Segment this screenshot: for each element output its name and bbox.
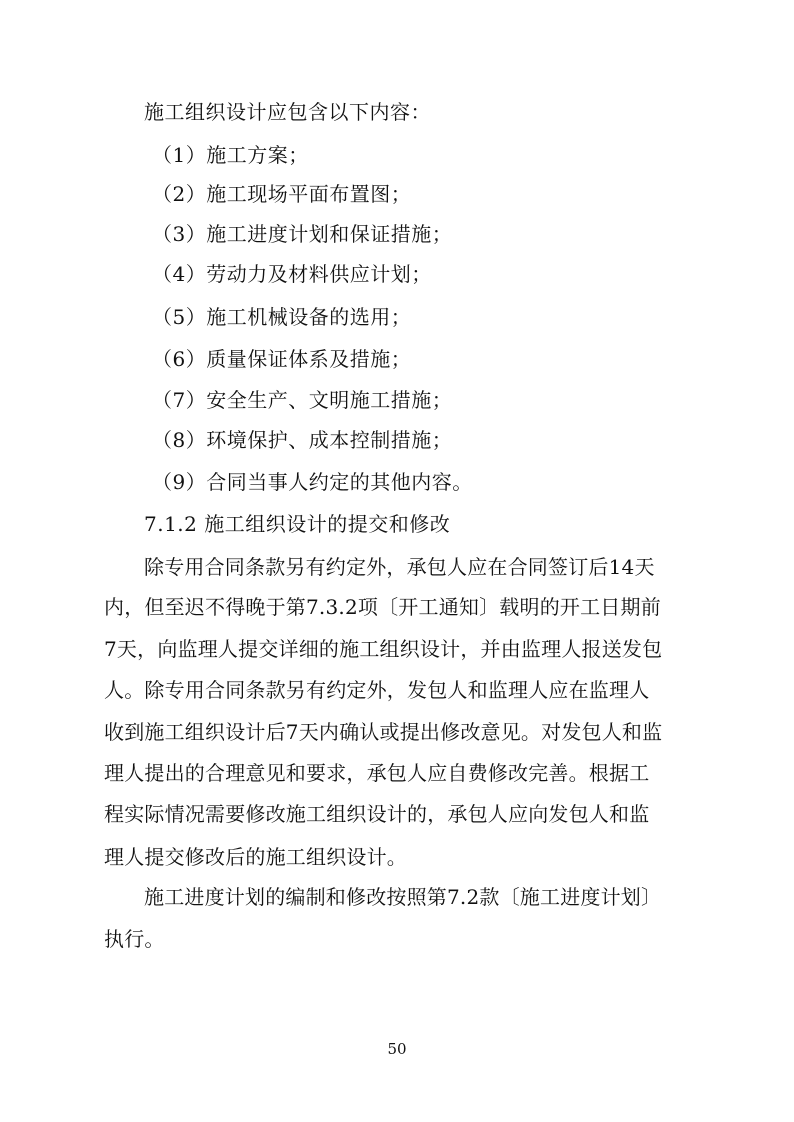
page-number: 50 bbox=[387, 1040, 407, 1058]
list-item: （7）安全生产、文明施工措施； bbox=[152, 388, 453, 412]
paragraph-line: 收到施工组织设计后7天内确认或提出修改意见。对发包人和监 bbox=[104, 720, 663, 744]
list-item: （5）施工机械设备的选用； bbox=[152, 305, 412, 329]
section-heading: 7.1.2 施工组织设计的提交和修改 bbox=[144, 512, 451, 536]
list-item: （9）合同当事人约定的其他内容。 bbox=[152, 470, 473, 494]
list-item: （1）施工方案； bbox=[152, 143, 309, 167]
paragraph-line: 施工进度计划的编制和修改按照第7.2款〔施工进度计划〕 bbox=[144, 885, 662, 909]
paragraph-line: 7天，向监理人提交详细的施工组织设计，并由监理人报送发包 bbox=[104, 637, 663, 661]
paragraph-line: 人。除专用合同条款另有约定外，发包人和监理人应在监理人 bbox=[104, 678, 650, 702]
list-item: （3）施工进度计划和保证措施； bbox=[152, 222, 453, 246]
list-item: （2）施工现场平面布置图； bbox=[152, 182, 412, 206]
list-item: （6）质量保证体系及措施； bbox=[152, 347, 412, 371]
paragraph-line: 理人提出的合理意见和要求，承包人应自费修改完善。根据工 bbox=[104, 761, 650, 785]
paragraph-line: 执行。 bbox=[104, 927, 165, 951]
list-item: （4）劳动力及材料供应计划； bbox=[152, 262, 432, 286]
paragraph-line: 内，但至迟不得晚于第7.3.2项〔开工通知〕载明的开工日期前 bbox=[104, 595, 661, 619]
intro-line: 施工组织设计应包含以下内容： bbox=[144, 100, 431, 124]
paragraph-line: 理人提交修改后的施工组织设计。 bbox=[104, 845, 407, 869]
paragraph-line: 除专用合同条款另有约定外，承包人应在合同签订后14天 bbox=[144, 555, 655, 579]
list-item: （8）环境保护、成本控制措施； bbox=[152, 428, 453, 452]
paragraph-line: 程实际情况需要修改施工组织设计的，承包人应向发包人和监 bbox=[104, 802, 650, 826]
